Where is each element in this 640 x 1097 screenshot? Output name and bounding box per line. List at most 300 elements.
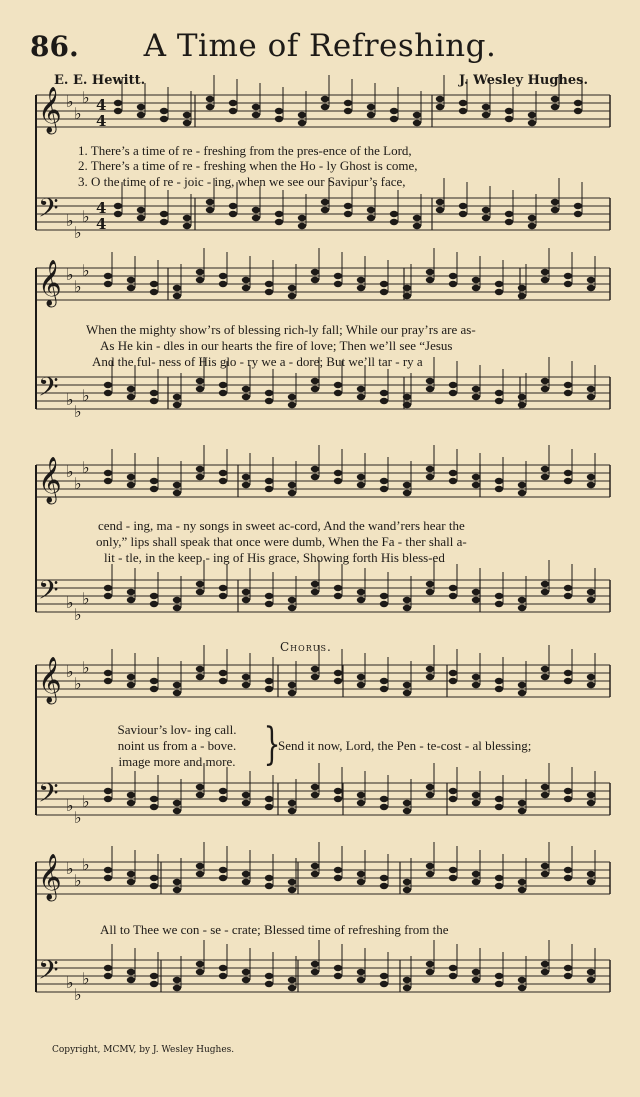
note-head (426, 666, 434, 672)
note-head (150, 981, 158, 987)
note-head (104, 281, 112, 287)
note-head (196, 589, 204, 595)
note-head (173, 482, 181, 488)
note-head (150, 973, 158, 979)
note-head (551, 207, 559, 213)
flat-sign-icon: ♭ (66, 796, 74, 815)
treble-clef-icon: 𝄞 (38, 457, 62, 503)
note-head (150, 390, 158, 396)
note-head (150, 289, 158, 295)
note-head (334, 875, 342, 881)
note-head (298, 215, 306, 221)
lyric-line: cend - ing, ma - ny songs in sweet ac-cord, And the wand’rers hear the (98, 518, 465, 533)
note-head (334, 796, 342, 802)
note-head (564, 281, 572, 287)
note-head (380, 804, 388, 810)
note-head (403, 690, 411, 696)
note-head (413, 120, 421, 126)
note-head (104, 382, 112, 388)
note-head (587, 792, 595, 798)
note-head (459, 100, 467, 106)
note-head (403, 293, 411, 299)
note-head (403, 402, 411, 408)
note-head (518, 808, 526, 814)
note-head (403, 887, 411, 893)
note-head (150, 875, 158, 881)
note-head (252, 112, 260, 118)
note-head (380, 981, 388, 987)
note-head (288, 597, 296, 603)
note-head (541, 277, 549, 283)
note-head (564, 678, 572, 684)
note-head (242, 386, 250, 392)
note-head (242, 800, 250, 806)
flat-sign-icon: ♭ (74, 871, 82, 890)
note-head (265, 883, 273, 889)
note-head (288, 402, 296, 408)
note-head (252, 207, 260, 213)
note-head (127, 977, 135, 983)
note-head (311, 792, 319, 798)
note-head (390, 211, 398, 217)
note-head (564, 875, 572, 881)
note-head (449, 281, 457, 287)
note-head (334, 478, 342, 484)
note-head (183, 223, 191, 229)
note-head (482, 104, 490, 110)
note-head (380, 289, 388, 295)
note-head (219, 796, 227, 802)
note-head (288, 800, 296, 806)
note-head (426, 792, 434, 798)
note-head (449, 875, 457, 881)
note-head (288, 482, 296, 488)
note-head (587, 674, 595, 680)
note-head (196, 863, 204, 869)
flat-sign-icon: ♭ (82, 792, 90, 811)
flat-sign-icon: ♭ (74, 402, 82, 421)
note-head (127, 969, 135, 975)
lyric-line: Send it now, Lord, the Pen - te-cost - al blessing; (278, 738, 532, 753)
note-head (288, 285, 296, 291)
note-head (104, 273, 112, 279)
note-head (219, 973, 227, 979)
time-signature-bottom: 4 (96, 112, 107, 130)
note-head (495, 478, 503, 484)
note-head (229, 211, 237, 217)
note-head (380, 678, 388, 684)
note-head (403, 682, 411, 688)
note-head (288, 490, 296, 496)
note-head (242, 682, 250, 688)
note-head (334, 390, 342, 396)
note-head (436, 104, 444, 110)
treble-clef-icon: 𝄞 (38, 657, 62, 703)
note-head (426, 871, 434, 877)
note-head (587, 969, 595, 975)
note-head (541, 386, 549, 392)
note-head (311, 269, 319, 275)
note-head (252, 215, 260, 221)
note-head (380, 478, 388, 484)
note-head (449, 678, 457, 684)
note-head (242, 394, 250, 400)
note-head (219, 788, 227, 794)
note-head (403, 285, 411, 291)
note-head (505, 108, 513, 114)
lyric-line: only,” lips shall speak that once were dumb, When the Fa - ther shall a- (96, 534, 467, 549)
flat-sign-icon: ♭ (74, 985, 82, 1004)
note-head (449, 382, 457, 388)
note-head (311, 666, 319, 672)
note-head (403, 597, 411, 603)
hymn-number: 86. (30, 30, 79, 63)
note-head (104, 788, 112, 794)
note-head (298, 120, 306, 126)
note-head (436, 96, 444, 102)
note-head (288, 682, 296, 688)
note-head (426, 474, 434, 480)
flat-sign-icon: ♭ (66, 859, 74, 878)
note-head (275, 116, 283, 122)
note-head (288, 690, 296, 696)
note-head (219, 678, 227, 684)
note-head (380, 601, 388, 607)
note-head (357, 394, 365, 400)
note-head (265, 875, 273, 881)
note-head (518, 285, 526, 291)
note-head (426, 589, 434, 595)
note-head (495, 875, 503, 881)
time-signature-top: 4 (96, 96, 107, 114)
note-head (495, 686, 503, 692)
flat-sign-icon: ♭ (82, 658, 90, 677)
note-head (564, 788, 572, 794)
flat-sign-icon: ♭ (66, 92, 74, 111)
treble-clef-icon: 𝄞 (38, 854, 62, 900)
note-head (472, 969, 480, 975)
note-head (574, 108, 582, 114)
note-head (275, 108, 283, 114)
note-head (196, 466, 204, 472)
note-head (459, 108, 467, 114)
note-head (495, 981, 503, 987)
note-head (449, 593, 457, 599)
flat-sign-icon: ♭ (74, 674, 82, 693)
note-head (403, 977, 411, 983)
note-head (288, 293, 296, 299)
note-head (574, 211, 582, 217)
lyric-brace: } (263, 719, 281, 770)
note-head (114, 203, 122, 209)
note-head (495, 883, 503, 889)
note-head (357, 969, 365, 975)
note-head (587, 394, 595, 400)
note-head (104, 390, 112, 396)
note-head (357, 386, 365, 392)
note-head (449, 788, 457, 794)
note-head (495, 601, 503, 607)
note-head (426, 581, 434, 587)
note-head (265, 281, 273, 287)
note-head (472, 386, 480, 392)
note-head (518, 402, 526, 408)
flat-sign-icon: ♭ (82, 207, 90, 226)
note-head (150, 398, 158, 404)
note-head (518, 682, 526, 688)
note-head (104, 593, 112, 599)
lyric-line: 1. There’s a time of re - freshing from the pres-ence of the Lord, (78, 143, 412, 158)
note-head (541, 269, 549, 275)
note-head (196, 961, 204, 967)
note-head (334, 593, 342, 599)
note-head (298, 223, 306, 229)
note-head (219, 470, 227, 476)
note-head (518, 490, 526, 496)
note-head (288, 605, 296, 611)
note-head (357, 474, 365, 480)
note-head (173, 800, 181, 806)
note-head (403, 605, 411, 611)
note-head (449, 390, 457, 396)
note-head (196, 277, 204, 283)
note-head (390, 108, 398, 114)
note-head (449, 273, 457, 279)
note-head (206, 96, 214, 102)
note-head (173, 887, 181, 893)
note-head (196, 792, 204, 798)
note-head (242, 977, 250, 983)
lyric-line: And the ful- ness of His glo - ry we a - dore; But we’ll tar - ry a (92, 354, 423, 369)
note-head (495, 398, 503, 404)
note-head (334, 382, 342, 388)
note-head (265, 398, 273, 404)
note-head (449, 796, 457, 802)
flat-sign-icon: ♭ (66, 973, 74, 992)
note-head (518, 800, 526, 806)
note-head (472, 394, 480, 400)
bass-clef-icon: 𝄢 (38, 371, 59, 409)
flat-sign-icon: ♭ (74, 104, 82, 123)
note-head (242, 482, 250, 488)
note-head (564, 390, 572, 396)
lyric-line: lit - tle, in the keep - ing of His grace, Showing forth His bless-ed (104, 550, 445, 565)
time-signature-top: 4 (96, 199, 107, 217)
note-head (541, 666, 549, 672)
flat-sign-icon: ♭ (82, 969, 90, 988)
note-head (288, 985, 296, 991)
note-head (403, 490, 411, 496)
note-head (587, 285, 595, 291)
flat-sign-icon: ♭ (66, 390, 74, 409)
note-head (334, 788, 342, 794)
note-head (321, 199, 329, 205)
note-head (357, 977, 365, 983)
note-head (574, 203, 582, 209)
note-head (127, 871, 135, 877)
note-head (587, 879, 595, 885)
note-head (380, 973, 388, 979)
note-head (311, 474, 319, 480)
note-head (426, 277, 434, 283)
note-head (587, 977, 595, 983)
note-head (311, 961, 319, 967)
note-head (321, 96, 329, 102)
note-head (104, 585, 112, 591)
note-head (137, 215, 145, 221)
note-head (518, 394, 526, 400)
note-head (196, 386, 204, 392)
note-head (127, 589, 135, 595)
note-head (472, 800, 480, 806)
note-head (150, 796, 158, 802)
note-head (482, 207, 490, 213)
lyric-line: 3. O the time of re - joic - ing, when we see our Saviour’s face, (78, 174, 406, 189)
note-head (528, 215, 536, 221)
lyric-line: noint us from a - bove. (117, 738, 237, 753)
note-head (541, 871, 549, 877)
note-head (219, 965, 227, 971)
flat-sign-icon: ♭ (82, 589, 90, 608)
note-head (357, 674, 365, 680)
note-head (252, 104, 260, 110)
note-head (219, 281, 227, 287)
note-head (357, 871, 365, 877)
note-head (334, 965, 342, 971)
flat-sign-icon: ♭ (66, 265, 74, 284)
note-head (242, 969, 250, 975)
note-head (288, 887, 296, 893)
note-head (173, 402, 181, 408)
note-head (219, 585, 227, 591)
note-head (196, 474, 204, 480)
note-head (367, 207, 375, 213)
note-head (104, 678, 112, 684)
note-head (219, 875, 227, 881)
flat-sign-icon: ♭ (66, 662, 74, 681)
note-head (127, 482, 135, 488)
note-head (288, 394, 296, 400)
treble-clef-icon: 𝄞 (38, 260, 62, 306)
note-head (541, 589, 549, 595)
composer-credit: J. Wesley Hughes. (458, 73, 588, 88)
note-head (528, 223, 536, 229)
note-head (242, 474, 250, 480)
note-head (518, 482, 526, 488)
note-head (518, 879, 526, 885)
note-head (505, 116, 513, 122)
note-head (334, 273, 342, 279)
note-head (219, 390, 227, 396)
note-head (127, 800, 135, 806)
note-head (380, 593, 388, 599)
bass-clef-icon: 𝄢 (38, 777, 59, 815)
flat-sign-icon: ♭ (74, 605, 82, 624)
note-head (150, 486, 158, 492)
note-head (518, 887, 526, 893)
note-head (518, 605, 526, 611)
note-head (380, 875, 388, 881)
flat-sign-icon: ♭ (82, 88, 90, 107)
flat-sign-icon: ♭ (74, 223, 82, 242)
note-head (206, 207, 214, 213)
note-head (137, 207, 145, 213)
lyric-line: Saviour’s lov- ing call. (117, 722, 237, 737)
note-head (413, 223, 421, 229)
note-head (229, 100, 237, 106)
flat-sign-icon: ♭ (66, 462, 74, 481)
note-head (472, 792, 480, 798)
note-head (472, 285, 480, 291)
lyric-line: As He kin - dles in our hearts the fire of love; Then we’ll see “Jesus (100, 338, 453, 353)
note-head (587, 871, 595, 877)
note-head (380, 796, 388, 802)
note-head (564, 867, 572, 873)
note-head (219, 670, 227, 676)
note-head (150, 883, 158, 889)
note-head (104, 670, 112, 676)
note-head (541, 969, 549, 975)
note-head (495, 281, 503, 287)
note-head (127, 285, 135, 291)
note-head (219, 593, 227, 599)
flat-sign-icon: ♭ (74, 808, 82, 827)
note-head (541, 674, 549, 680)
note-head (426, 674, 434, 680)
bass-clef-icon: 𝄢 (38, 192, 59, 230)
note-head (311, 863, 319, 869)
note-head (183, 215, 191, 221)
note-head (472, 277, 480, 283)
note-head (127, 277, 135, 283)
note-head (367, 215, 375, 221)
note-head (380, 686, 388, 692)
note-head (173, 293, 181, 299)
note-head (403, 985, 411, 991)
treble-clef-icon: 𝄞 (38, 87, 62, 133)
note-head (265, 478, 273, 484)
note-head (528, 120, 536, 126)
note-head (551, 199, 559, 205)
note-head (390, 116, 398, 122)
note-head (449, 965, 457, 971)
note-head (242, 277, 250, 283)
note-head (173, 690, 181, 696)
note-head (160, 219, 168, 225)
note-head (104, 470, 112, 476)
note-head (564, 478, 572, 484)
note-head (449, 585, 457, 591)
note-head (518, 690, 526, 696)
note-head (505, 211, 513, 217)
note-head (426, 784, 434, 790)
note-head (587, 474, 595, 480)
note-head (104, 478, 112, 484)
flat-sign-icon: ♭ (82, 261, 90, 280)
note-head (587, 800, 595, 806)
note-head (298, 112, 306, 118)
note-head (380, 398, 388, 404)
note-head (173, 977, 181, 983)
note-head (104, 965, 112, 971)
note-head (150, 281, 158, 287)
note-head (173, 394, 181, 400)
note-head (541, 581, 549, 587)
note-head (229, 108, 237, 114)
note-head (311, 969, 319, 975)
note-head (357, 589, 365, 595)
note-head (426, 269, 434, 275)
